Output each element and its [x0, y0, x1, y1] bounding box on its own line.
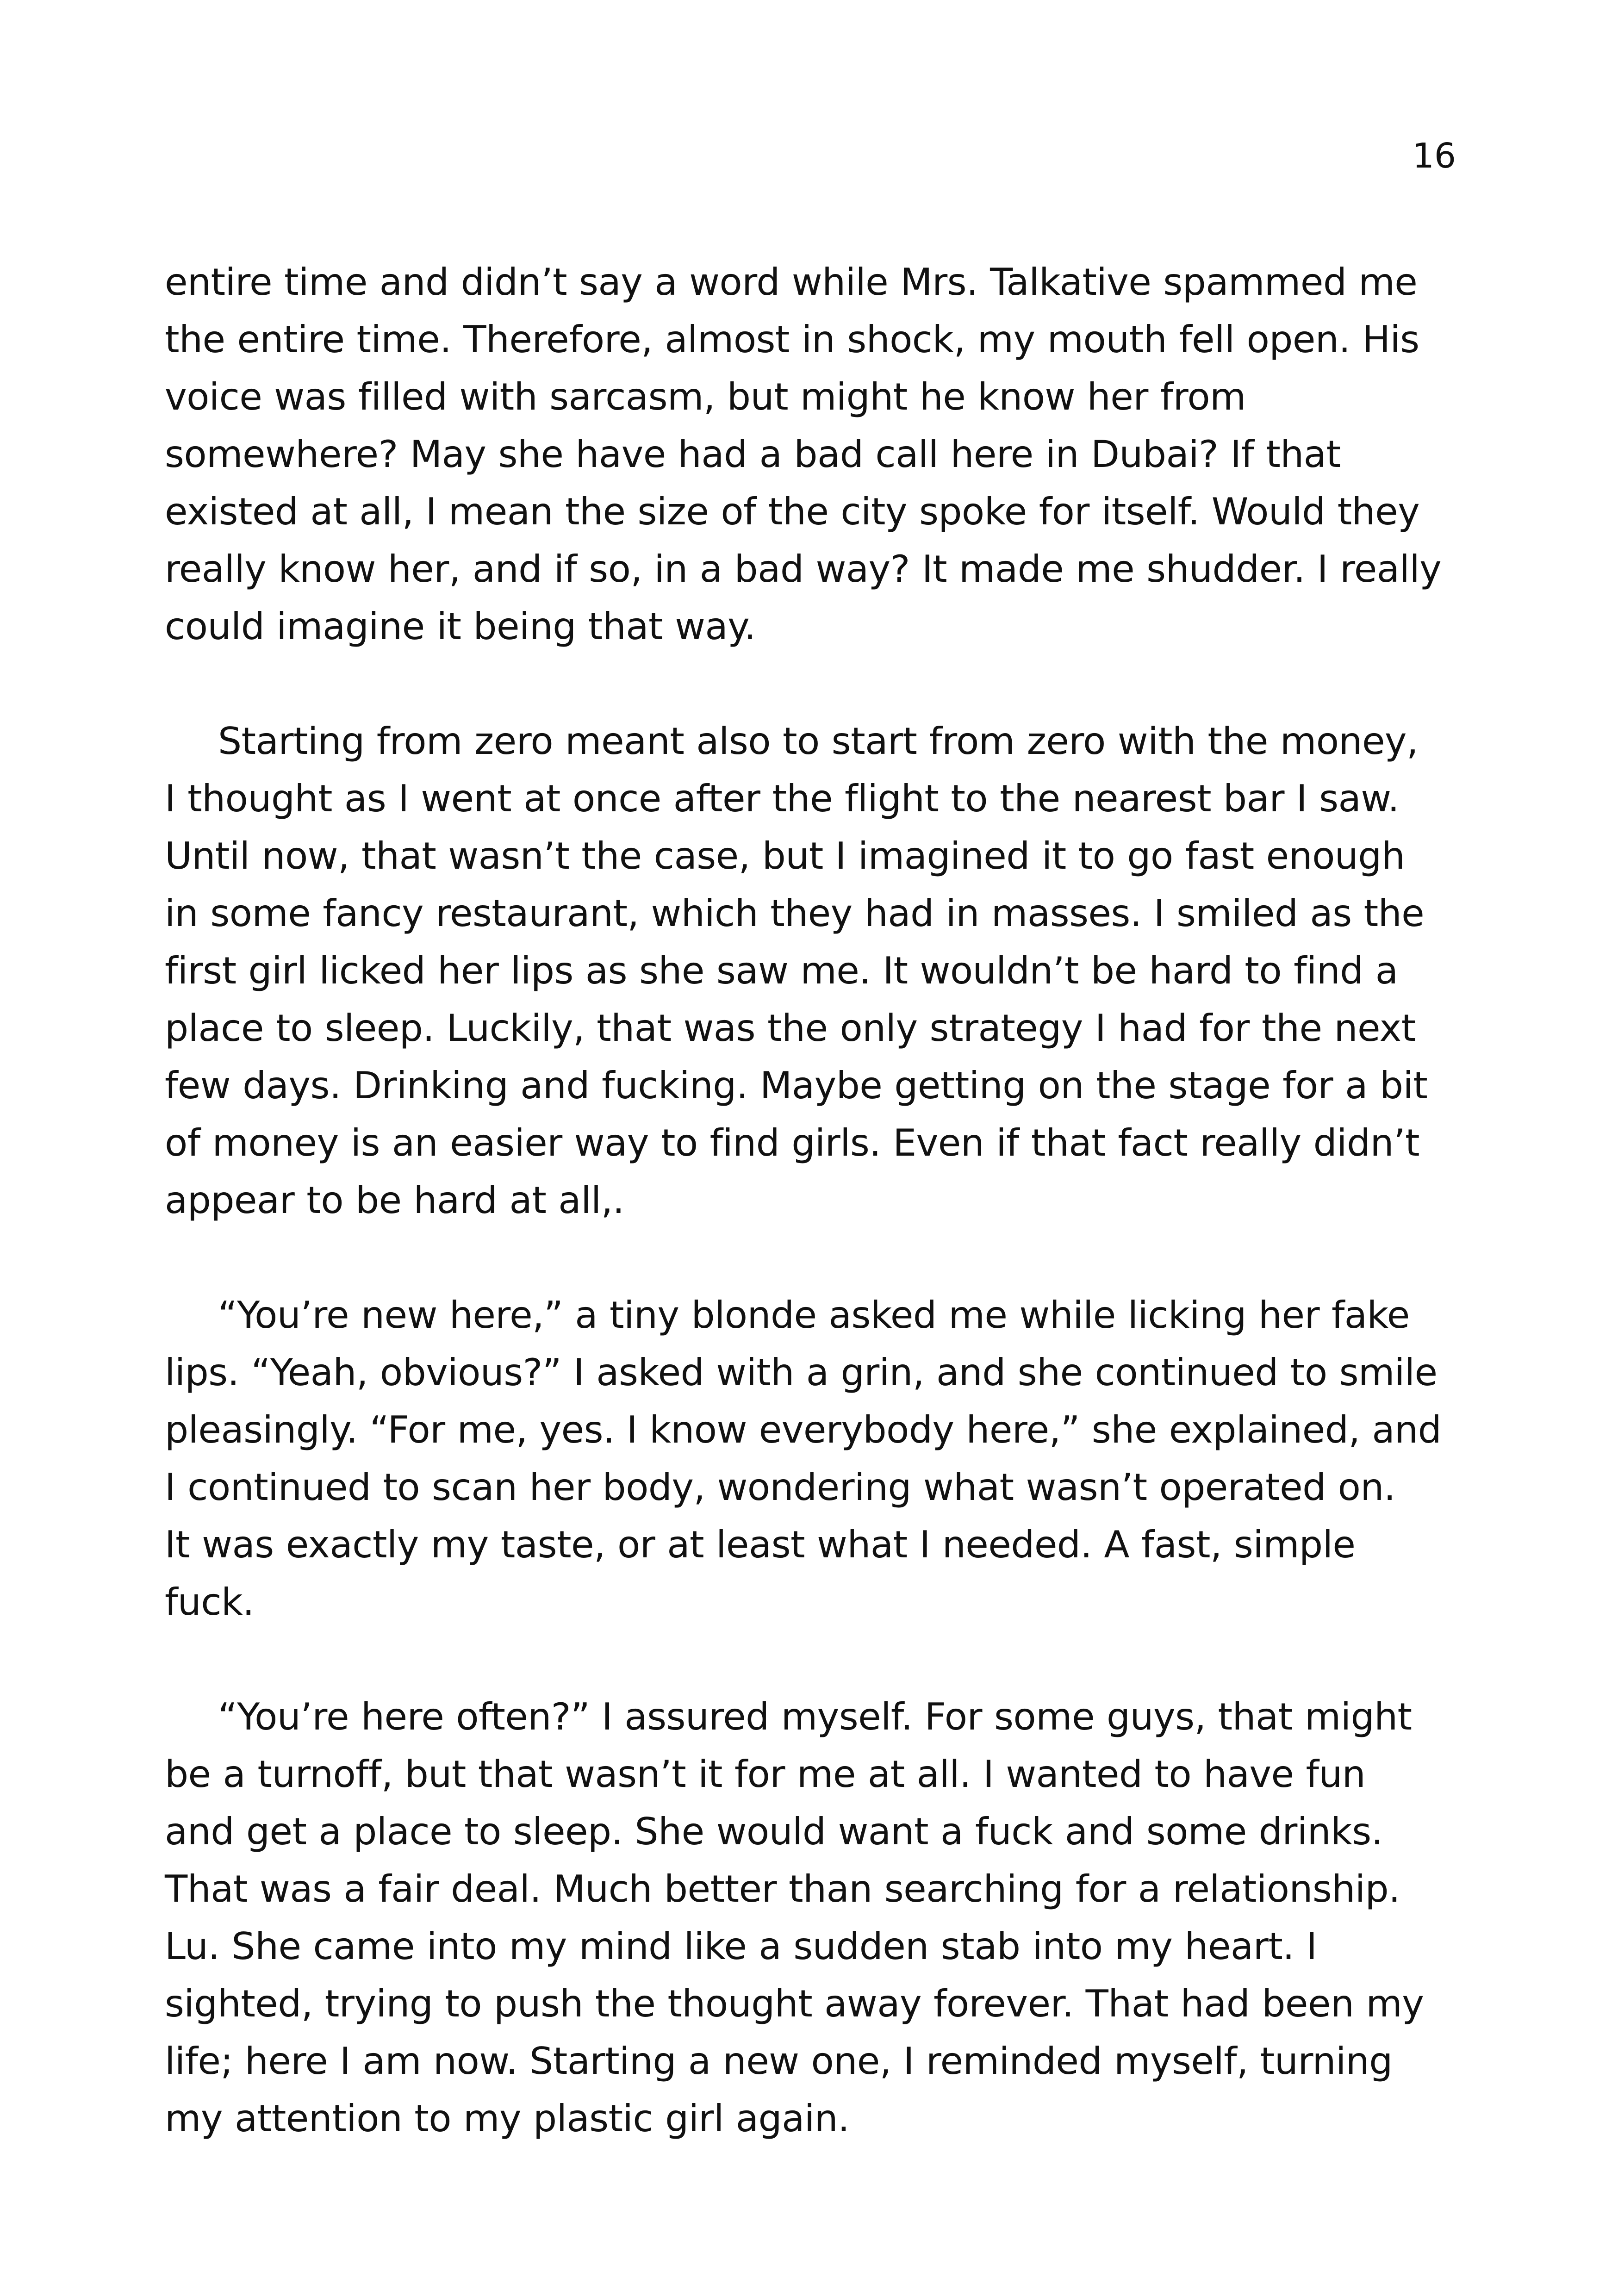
text-line: somewhere? May she have had a bad call here in Dubai? If that — [165, 433, 1341, 476]
text-line: entire time and didn’t say a word while Mrs. Talkative spammed me — [165, 261, 1418, 304]
paragraph — [165, 254, 1461, 655]
paragraph — [165, 1287, 1461, 1631]
paragraph — [165, 713, 1461, 1229]
text-line: my attention to my plastic girl again. — [165, 2097, 850, 2140]
text-line: in some fancy restaurant, which they had in masses. I smiled as the — [165, 892, 1425, 935]
text-line: life; here I am now. Starting a new one, I reminded myself, turning — [165, 2040, 1393, 2083]
text-line: That was a fair deal. Much better than searching for a relationship. — [165, 1867, 1400, 1911]
page-number: 16 — [1412, 136, 1456, 176]
text-line: lips. “Yeah, obvious?” I asked with a grin, and she continued to smile — [165, 1351, 1438, 1394]
text-line: few days. Drinking and fucking. Maybe getting on the stage for a bit — [165, 1064, 1428, 1108]
paragraph — [165, 1688, 1461, 2147]
text-line: could imagine it being that way. — [165, 605, 756, 648]
text-line: existed at all, I mean the size of the city spoke for itself. Would they — [165, 490, 1420, 534]
body-text — [165, 254, 1461, 2147]
text-line: I thought as I went at once after the flight to the nearest bar I saw. — [165, 777, 1400, 821]
text-line: the entire time. Therefore, almost in shock, my mouth fell open. His — [165, 318, 1419, 361]
text-line: really know her, and if so, in a bad way? It made me shudder. I really — [165, 548, 1442, 591]
text-line: and get a place to sleep. She would want a fuck and some drinks. — [165, 1810, 1383, 1854]
text-line: first girl licked her lips as she saw me. It wouldn’t be hard to find a — [165, 949, 1398, 993]
text-line: of money is an easier way to find girls. Even if that fact really didn’t — [165, 1121, 1420, 1165]
text-line: voice was filled with sarcasm, but might he know her from — [165, 375, 1246, 419]
text-line: sighted, trying to push the thought away forever. That had been my — [165, 1982, 1424, 2026]
text-line: pleasingly. “For me, yes. I know everybody here,” she explained, and — [165, 1408, 1442, 1452]
text-line: “You’re new here,” a tiny blonde asked me while licking her fake — [218, 1294, 1410, 1337]
text-line: “You’re here often?” I assured myself. For some guys, that might — [218, 1695, 1412, 1739]
text-line: be a turnoff, but that wasn’t it for me at all. I wanted to have fun — [165, 1753, 1366, 1796]
text-line: appear to be hard at all,. — [165, 1179, 624, 1222]
text-line: I continued to scan her body, wondering what wasn’t operated on. — [165, 1466, 1395, 1509]
text-line: Lu. She came into my mind like a sudden stab into my heart. I — [165, 1925, 1317, 1968]
text-line: It was exactly my taste, or at least what I needed. A fast, simple — [165, 1523, 1356, 1567]
text-line: Until now, that wasn’t the case, but I imagined it to go fast enough — [165, 834, 1405, 878]
text-line: place to sleep. Luckily, that was the only strategy I had for the next — [165, 1007, 1416, 1050]
text-line: Starting from zero meant also to start from zero with the money, — [218, 720, 1419, 763]
text-line: fuck. — [165, 1580, 255, 1624]
